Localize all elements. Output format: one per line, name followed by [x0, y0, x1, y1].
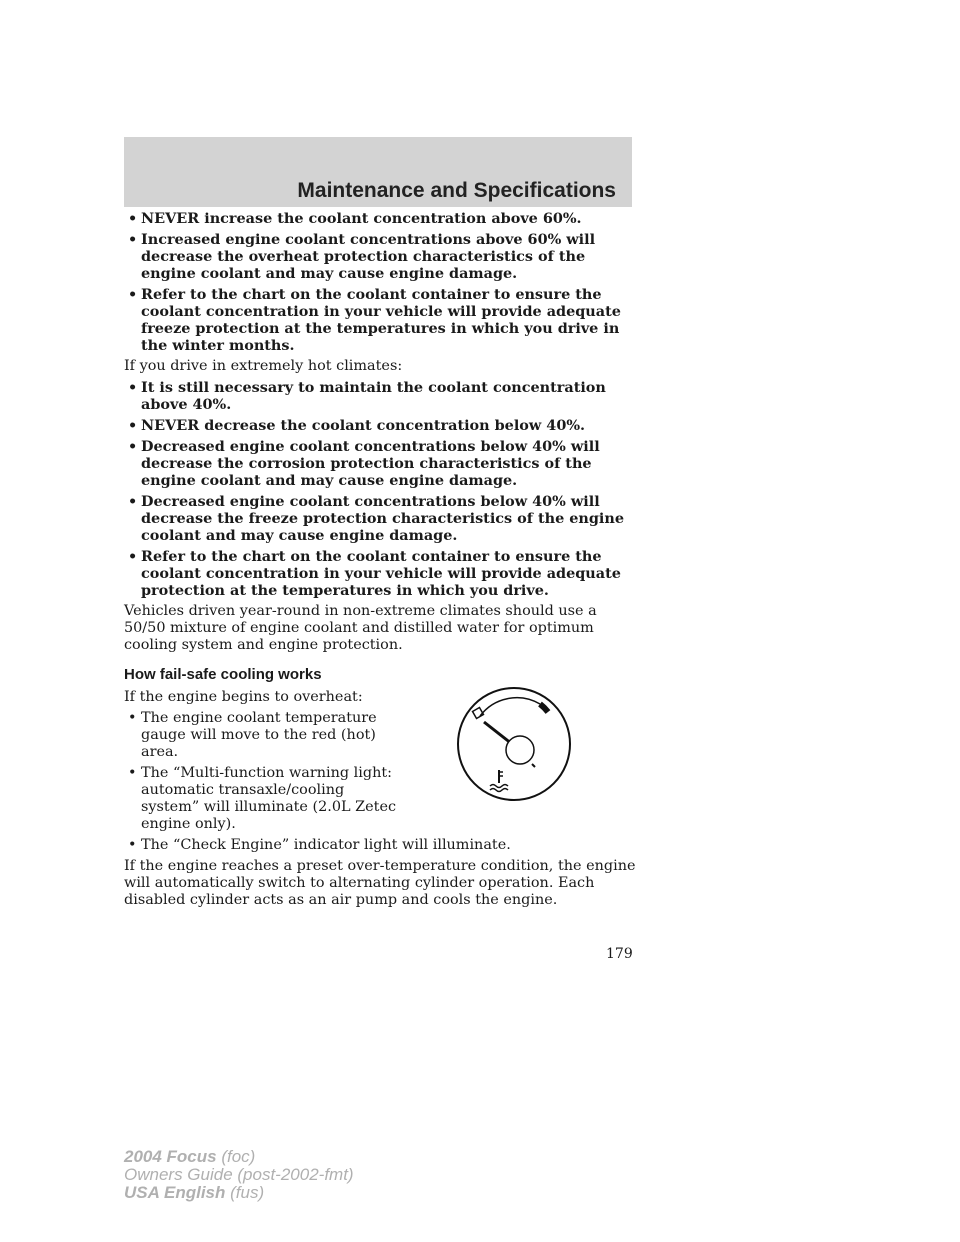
footer-language: USA English: [124, 1183, 226, 1202]
bullet-item: • Refer to the chart on the coolant container to ensure the coolant concentration in your vehicle will provide adequate freeze protection at the temperatures in which you drive in the winter months.: [124, 286, 636, 354]
bullet-item: • NEVER increase the coolant concentration above 60%.: [124, 210, 636, 227]
footer-model: 2004 Focus: [124, 1147, 217, 1166]
bullet-item: • It is still necessary to maintain the coolant concentration above 40%.: [124, 379, 636, 413]
bullet-item: • Decreased engine coolant concentrations below 40% will decrease the corrosion protection characteristics of the engine coolant and may cause engine damage.: [124, 438, 636, 489]
page-number: 179: [606, 946, 633, 962]
bullet-item: • The “Multi-function warning light: automatic transaxle/cooling system” will illuminate (2.0L Zetec engine only).: [124, 765, 406, 833]
footer-model-code: (foc): [221, 1147, 256, 1166]
failsafe-heading: How fail-safe cooling works: [124, 666, 322, 683]
non-extreme-paragraph: Vehicles driven year-round in non-extreme climates should use a 50/50 mixture of engine coolant and distilled water for optimum cooling system and engine protection.: [124, 603, 597, 653]
bullet-item: • NEVER decrease the coolant concentration below 40%.: [124, 417, 636, 434]
bullet-item: • The “Check Engine” indicator light will illuminate.: [124, 837, 636, 854]
bullet-item: • The engine coolant temperature gauge will move to the red (hot) area.: [124, 710, 406, 761]
footer-guide: Owners Guide (post-2002-fmt): [124, 1165, 354, 1184]
failsafe-closing: If the engine reaches a preset over-temperature condition, the engine will automatically switch to alternating cylinder operation. Each disabled cylinder acts as an air pump and cools the engine.: [124, 858, 636, 908]
bullet-item: • Refer to the chart on the coolant container to ensure the coolant concentration in your vehicle will provide adequate protection at the temperatures in which you drive.: [124, 548, 636, 599]
section-title: Maintenance and Specifications: [297, 179, 616, 202]
page-content: [124, 210, 636, 913]
footer-language-code: (fus): [230, 1183, 265, 1202]
failsafe-intro: If the engine begins to overheat:: [124, 689, 363, 705]
bullet-item: • Increased engine coolant concentrations above 60% will decrease the overheat protection characteristics of the engine coolant and may cause engine damage.: [124, 231, 636, 282]
hot-climates-intro: If you drive in extremely hot climates:: [124, 358, 403, 374]
footer: [124, 1148, 354, 1202]
bullet-item: • Decreased engine coolant concentrations below 40% will decrease the freeze protection characteristics of the engine coolant and may cause engine damage.: [124, 493, 636, 544]
section-header-band: [124, 137, 632, 207]
coolant-temperature-gauge-icon: [454, 684, 574, 804]
